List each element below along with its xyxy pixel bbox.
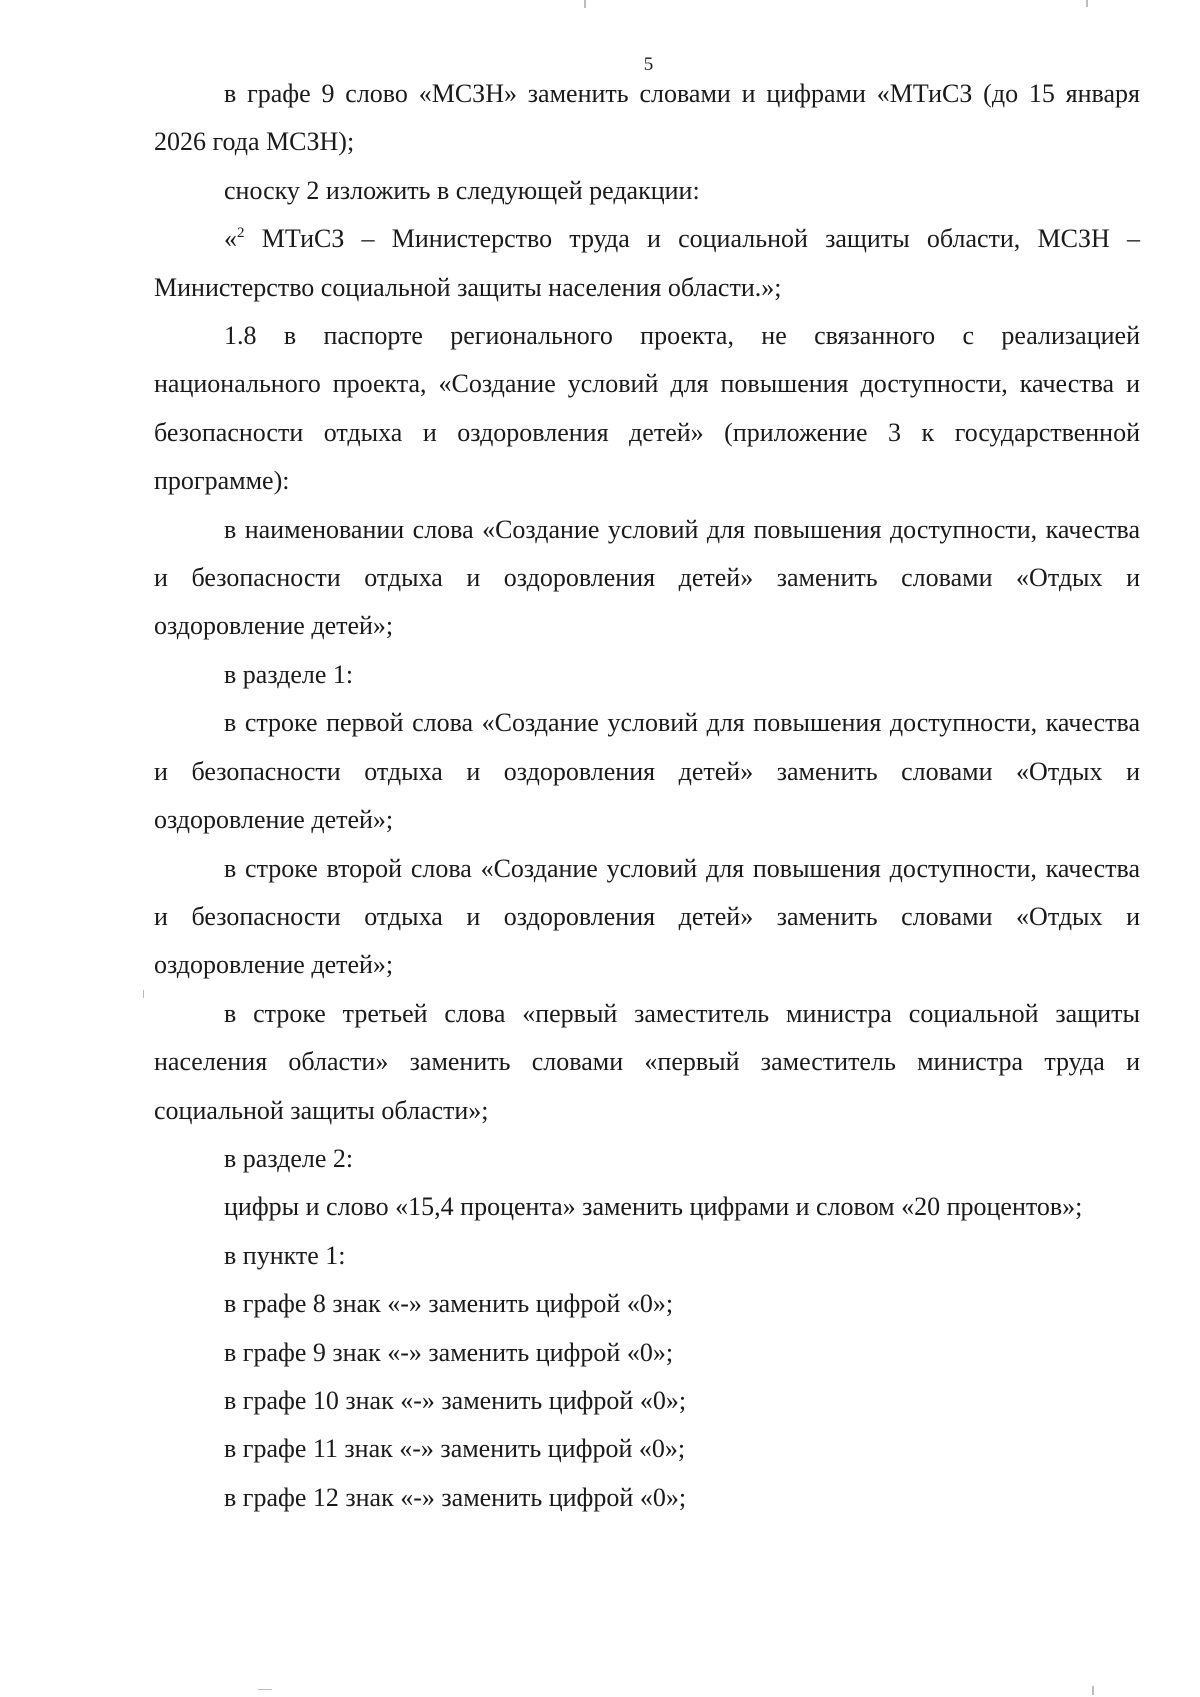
paragraph [154, 167, 1140, 215]
paragraph [154, 1183, 1140, 1231]
scan-artifact-top [584, 0, 586, 8]
paragraph [154, 312, 1140, 506]
paragraph [154, 1377, 1140, 1425]
paragraph-text: в строке третьей слова «первый заместитель министра социальной защиты населения области» заменить словами «первый заместитель министра труда и социальной защиты области»; [154, 998, 1140, 1125]
paragraph [154, 1329, 1140, 1377]
scan-artifact-left [143, 990, 144, 998]
paragraph-text: в наименовании слова «Создание условий для повышения доступности, качества и безопасности отдыха и оздоровления детей» заменить словами «Отдых и оздоровление детей»; [154, 514, 1140, 641]
paragraph-text: цифры и слово «15,4 процента» заменить цифрами и словом «20 процентов»; [224, 1192, 1083, 1222]
paragraph [154, 651, 1140, 699]
paragraph-text: МТиСЗ – Министерство труда и социальной защиты области, МСЗН – Министерство социальной защиты населения области.»; [154, 224, 1140, 302]
paragraph [154, 1280, 1140, 1328]
page-number: 5 [643, 54, 654, 75]
paragraph [154, 990, 1140, 1135]
paragraph [154, 845, 1140, 990]
footnote-marker: 2 [237, 225, 245, 242]
paragraph [154, 1474, 1140, 1522]
paragraph-text: в разделе 1: [224, 659, 354, 689]
paragraph-text: в графе 9 слово «МСЗН» заменить словами и цифрами «МТиСЗ (до 15 января 2026 года МСЗН); [154, 79, 1140, 157]
paragraph-text: 1.8 в паспорте регионального проекта, не связанного с реализацией национального проекта, «Создание условий для повышения доступности, качества и безопасности отдыха и оздоровления детей» (приложение 3 к государственной программе): [154, 321, 1140, 496]
document-body [154, 70, 1140, 1522]
paragraph-text: в графе 8 знак «-» заменить цифрой «0»; [224, 1289, 674, 1319]
paragraph-text: в графе 10 знак «-» заменить цифрой «0»; [224, 1385, 687, 1415]
paragraph [154, 1135, 1140, 1183]
paragraph-text: в графе 11 знак «-» заменить цифрой «0»; [224, 1434, 686, 1464]
paragraph-text: в разделе 2: [224, 1143, 354, 1173]
paragraph-text: в строке второй слова «Создание условий для повышения доступности, качества и безопасности отдыха и оздоровления детей» заменить словами «Отдых и оздоровление детей»; [154, 853, 1140, 980]
paragraph-text: сноску 2 изложить в следующей редакции: [224, 175, 700, 205]
paragraph [154, 699, 1140, 844]
paragraph-text: в строке первой слова «Создание условий для повышения доступности, качества и безопасности отдыха и оздоровления детей» заменить словами «Отдых и оздоровление детей»; [154, 708, 1140, 835]
paragraph-text: в графе 12 знак «-» заменить цифрой «0»; [224, 1482, 687, 1512]
paragraph [154, 1232, 1140, 1280]
scan-artifact-bottom-right [1092, 1686, 1094, 1695]
scan-artifact-top-right [1086, 0, 1088, 7]
paragraph-text: в графе 9 знак «-» заменить цифрой «0»; [224, 1337, 674, 1367]
paragraph [154, 70, 1140, 167]
paragraph [154, 506, 1140, 651]
quote-open: « [224, 224, 237, 254]
scan-artifact-bottom-left [258, 1689, 272, 1690]
paragraph-text: в пункте 1: [224, 1240, 346, 1270]
footnote-paragraph [154, 215, 1140, 312]
paragraph [154, 1425, 1140, 1473]
